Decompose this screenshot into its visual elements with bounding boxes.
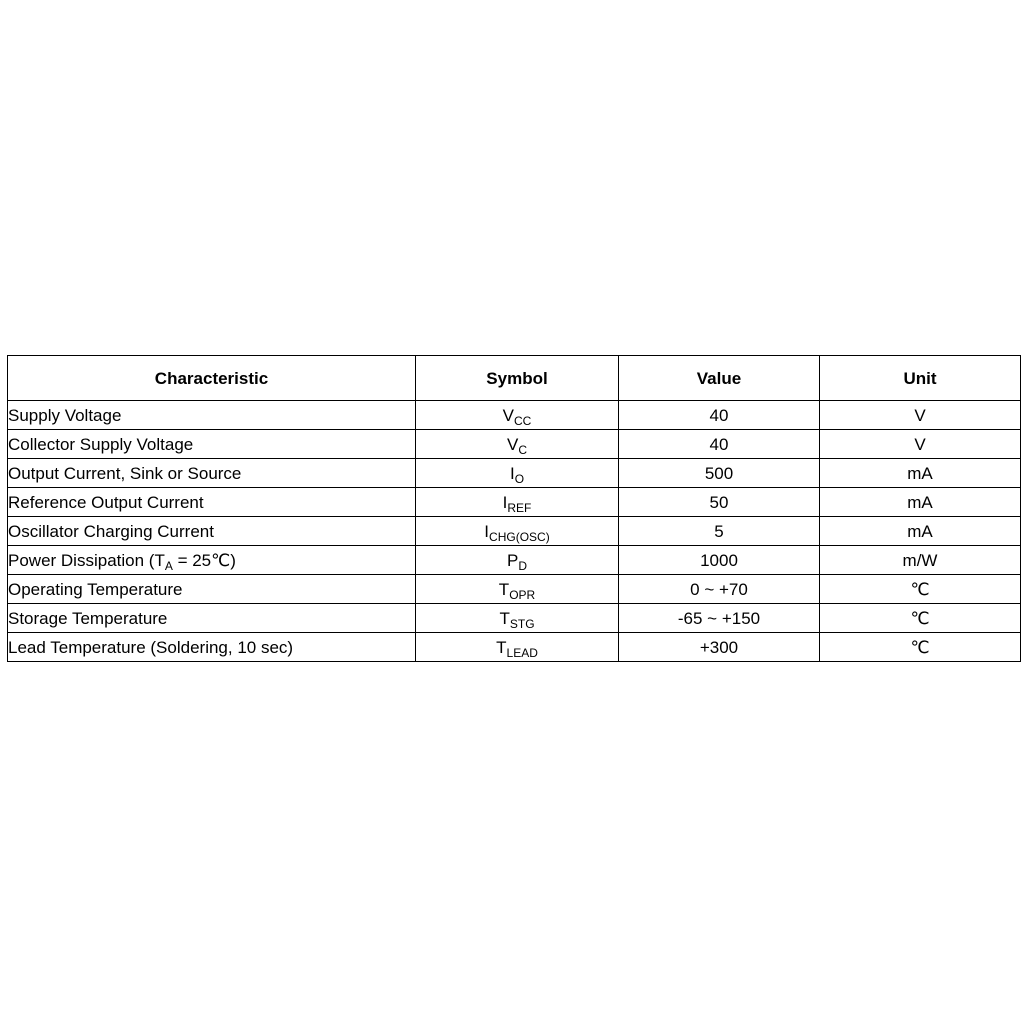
table-row <box>8 546 1021 575</box>
table-row <box>8 401 1021 430</box>
characteristic-cell: Power Dissipation ($T_A$ = 25℃) <box>8 546 416 575</box>
value-cell: 40 <box>619 430 820 459</box>
symbol-cell: $T_{OPR}$ <box>416 575 619 604</box>
header-unit: Unit <box>820 356 1021 401</box>
symbol-cell: $V_C$ <box>416 430 619 459</box>
characteristic-cell: Supply Voltage <box>8 401 416 430</box>
symbol-cell: $I_{REF}$ <box>416 488 619 517</box>
header-row <box>8 356 1021 401</box>
symbol-cell: $T_{LEAD}$ <box>416 633 619 662</box>
unit-cell: mA <box>820 488 1021 517</box>
table-row <box>8 430 1021 459</box>
unit-cell: mA <box>820 517 1021 546</box>
table-row <box>8 459 1021 488</box>
unit-cell: V <box>820 430 1021 459</box>
header-symbol: Symbol <box>416 356 619 401</box>
value-cell: 50 <box>619 488 820 517</box>
unit-cell: ℃ <box>820 575 1021 604</box>
table-row <box>8 575 1021 604</box>
characteristic-cell: Collector Supply Voltage <box>8 430 416 459</box>
unit-cell: ℃ <box>820 633 1021 662</box>
table-row <box>8 604 1021 633</box>
value-cell: 40 <box>619 401 820 430</box>
characteristic-cell: Storage Temperature <box>8 604 416 633</box>
symbol-cell: $T_{STG}$ <box>416 604 619 633</box>
characteristic-cell: Oscillator Charging Current <box>8 517 416 546</box>
table-row <box>8 488 1021 517</box>
header-characteristic: Characteristic <box>8 356 416 401</box>
absolute-maximum-ratings-table <box>7 355 1021 662</box>
symbol-cell: $I_O$ <box>416 459 619 488</box>
value-cell: 1000 <box>619 546 820 575</box>
characteristic-cell: Reference Output Current <box>8 488 416 517</box>
table-row <box>8 633 1021 662</box>
unit-cell: ℃ <box>820 604 1021 633</box>
unit-cell: m/W <box>820 546 1021 575</box>
value-cell: -65 ~ +150 <box>619 604 820 633</box>
value-cell: +300 <box>619 633 820 662</box>
value-cell: 500 <box>619 459 820 488</box>
symbol-cell: $V_{CC}$ <box>416 401 619 430</box>
table-row <box>8 517 1021 546</box>
unit-cell: mA <box>820 459 1021 488</box>
unit-cell: V <box>820 401 1021 430</box>
symbol-cell: $I_{CHG(OSC)}$ <box>416 517 619 546</box>
header-value: Value <box>619 356 820 401</box>
characteristic-cell: Output Current, Sink or Source <box>8 459 416 488</box>
value-cell: 5 <box>619 517 820 546</box>
characteristic-cell: Operating Temperature <box>8 575 416 604</box>
symbol-cell: $P_D$ <box>416 546 619 575</box>
characteristic-cell: Lead Temperature (Soldering, 10 sec) <box>8 633 416 662</box>
value-cell: 0 ~ +70 <box>619 575 820 604</box>
